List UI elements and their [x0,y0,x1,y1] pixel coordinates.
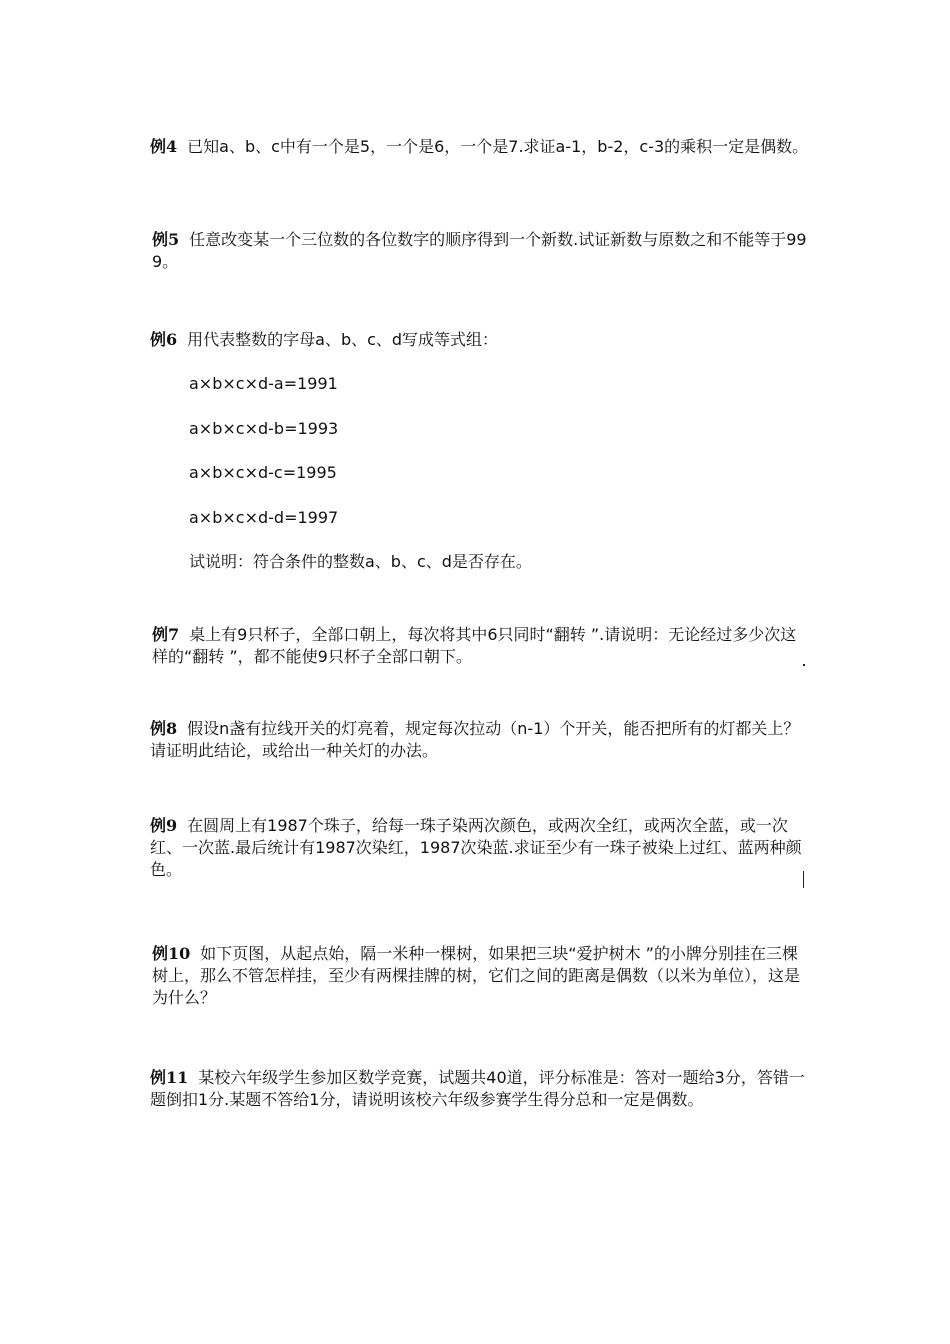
problem-label: 例5 [152,230,180,249]
equation-4: a×b×c×d-d=1997 [189,508,339,527]
problem-label: 例11 [150,1068,189,1087]
problem-text: 如下页图，从起点始，隔一米种一棵树，如果把三块“爱护树木 ”的小牌分别挂在三棵树上，那么不管怎样挂，至少有两棵挂牌的树，它们之间的距离是偶数（以米为单位），这是为什么？ [152,944,801,1007]
problem-text: 在圆周上有1987个珠子，给每一珠子染两次颜色，或两次全红，或两次全蓝，或一次红、一次蓝.最后统计有1987次染红，1987次染蓝.求证至少有一珠子被染上过红、蓝两种颜色。 [150,816,802,879]
equation-1: a×b×c×d-a=1991 [189,374,338,393]
problem-text: 用代表整数的字母a、b、c、d写成等式组： [187,330,499,349]
problem-10 [152,943,812,1009]
problem-label: 例10 [152,944,191,963]
stray-dot [803,664,805,666]
problem-text: 桌上有9只杯子，全部口朝上，每次将其中6只同时“翻转 ”.请说明：无论经过多少次这样的“翻转 ”，都不能使9只杯子全部口朝下。 [152,625,797,666]
problem-label: 例7 [152,625,180,644]
problem-11 [150,1067,810,1111]
cursor-mark [803,871,804,888]
equation-3: a×b×c×d-c=1995 [189,463,337,482]
problem-text: 某校六年级学生参加区数学竞赛，试题共40道，评分标准是：答对一题给3分，答错一题倒扣1分.某题不答给1分，请说明该校六年级参赛学生得分总和一定是偶数。 [150,1068,805,1109]
problem-label: 例6 [150,330,178,349]
problem-7 [152,624,812,668]
problem-9 [150,815,810,881]
problem-text: 任意改变某一个三位数的各位数字的顺序得到一个新数.试证新数与原数之和不能等于999。 [152,230,807,271]
equation-2: a×b×c×d-b=1993 [189,419,339,438]
problem-6 [150,329,810,351]
problem-label: 例8 [150,719,178,738]
problem-5 [152,229,812,273]
problem-text: 已知a、b、c中有一个是5，一个是6，一个是7.求证a-1，b-2，c-3的乘积一定是偶数。 [187,137,809,156]
problem-8 [150,718,810,762]
problem-4 [150,136,810,158]
example6-question: 试说明：符合条件的整数a、b、c、d是否存在。 [189,552,532,571]
problem-label: 例4 [150,137,178,156]
problem-label: 例9 [150,816,178,835]
problem-text: 假设n盏有拉线开关的灯亮着，规定每次拉动（n-1）个开关，能否把所有的灯都关上？请证明此结论，或给出一种关灯的办法。 [150,719,800,760]
